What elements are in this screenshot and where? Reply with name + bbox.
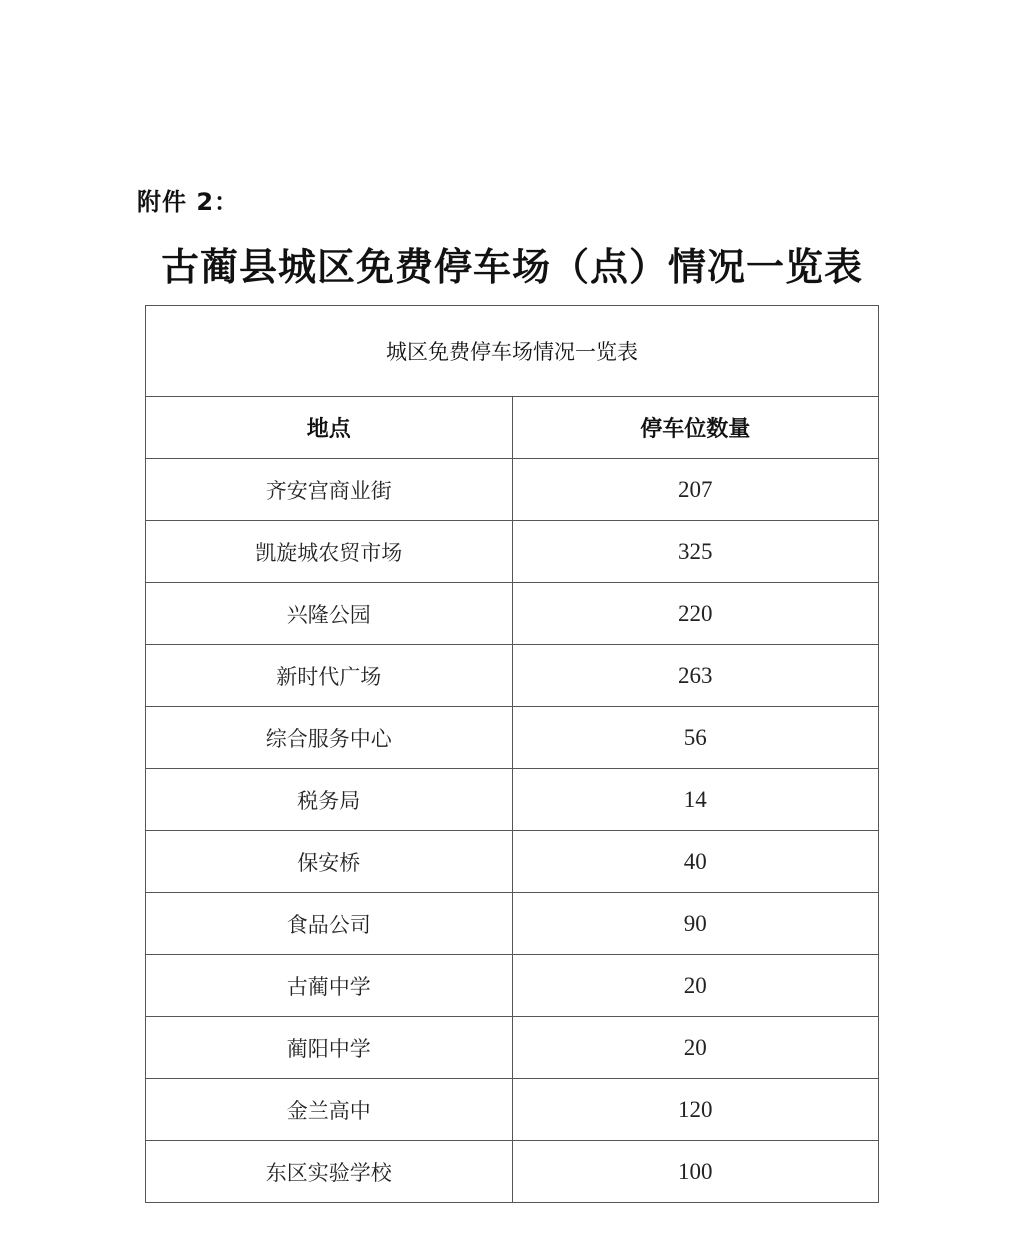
document-title: 古蔺县城区免费停车场（点）情况一览表 — [160, 244, 863, 289]
spaces-cell: 14 — [512, 769, 879, 831]
table-row — [146, 769, 879, 831]
parking-table — [145, 305, 879, 1203]
column-header-spaces: 停车位数量 — [512, 397, 879, 459]
location-cell: 蔺阳中学 — [146, 1017, 513, 1079]
location-cell: 古蔺中学 — [146, 955, 513, 1017]
table-row — [146, 955, 879, 1017]
spaces-cell: 90 — [512, 893, 879, 955]
location-cell: 东区实验学校 — [146, 1141, 513, 1203]
table-row — [146, 1017, 879, 1079]
table-row — [146, 583, 879, 645]
spaces-cell: 56 — [512, 707, 879, 769]
spaces-cell: 220 — [512, 583, 879, 645]
table-row — [146, 521, 879, 583]
location-cell: 金兰高中 — [146, 1079, 513, 1141]
location-cell: 新时代广场 — [146, 645, 513, 707]
spaces-cell: 263 — [512, 645, 879, 707]
spaces-cell: 120 — [512, 1079, 879, 1141]
table-caption: 城区免费停车场情况一览表 — [146, 306, 879, 397]
location-cell: 兴隆公园 — [146, 583, 513, 645]
location-cell: 齐安宫商业街 — [146, 459, 513, 521]
attachment-label: 附件 2： — [137, 188, 240, 216]
location-cell: 综合服务中心 — [146, 707, 513, 769]
table-row — [146, 893, 879, 955]
location-cell: 保安桥 — [146, 831, 513, 893]
table-row — [146, 1141, 879, 1203]
location-cell: 税务局 — [146, 769, 513, 831]
spaces-cell: 40 — [512, 831, 879, 893]
spaces-cell: 100 — [512, 1141, 879, 1203]
spaces-cell: 20 — [512, 955, 879, 1017]
table-caption-row — [146, 306, 879, 397]
location-cell: 凯旋城农贸市场 — [146, 521, 513, 583]
table-header-row — [146, 397, 879, 459]
spaces-cell: 325 — [512, 521, 879, 583]
column-header-location: 地点 — [146, 397, 513, 459]
table-row — [146, 1079, 879, 1141]
table-row — [146, 831, 879, 893]
table-row — [146, 459, 879, 521]
table-row — [146, 645, 879, 707]
table-row — [146, 707, 879, 769]
location-cell: 食品公司 — [146, 893, 513, 955]
spaces-cell: 20 — [512, 1017, 879, 1079]
spaces-cell: 207 — [512, 459, 879, 521]
